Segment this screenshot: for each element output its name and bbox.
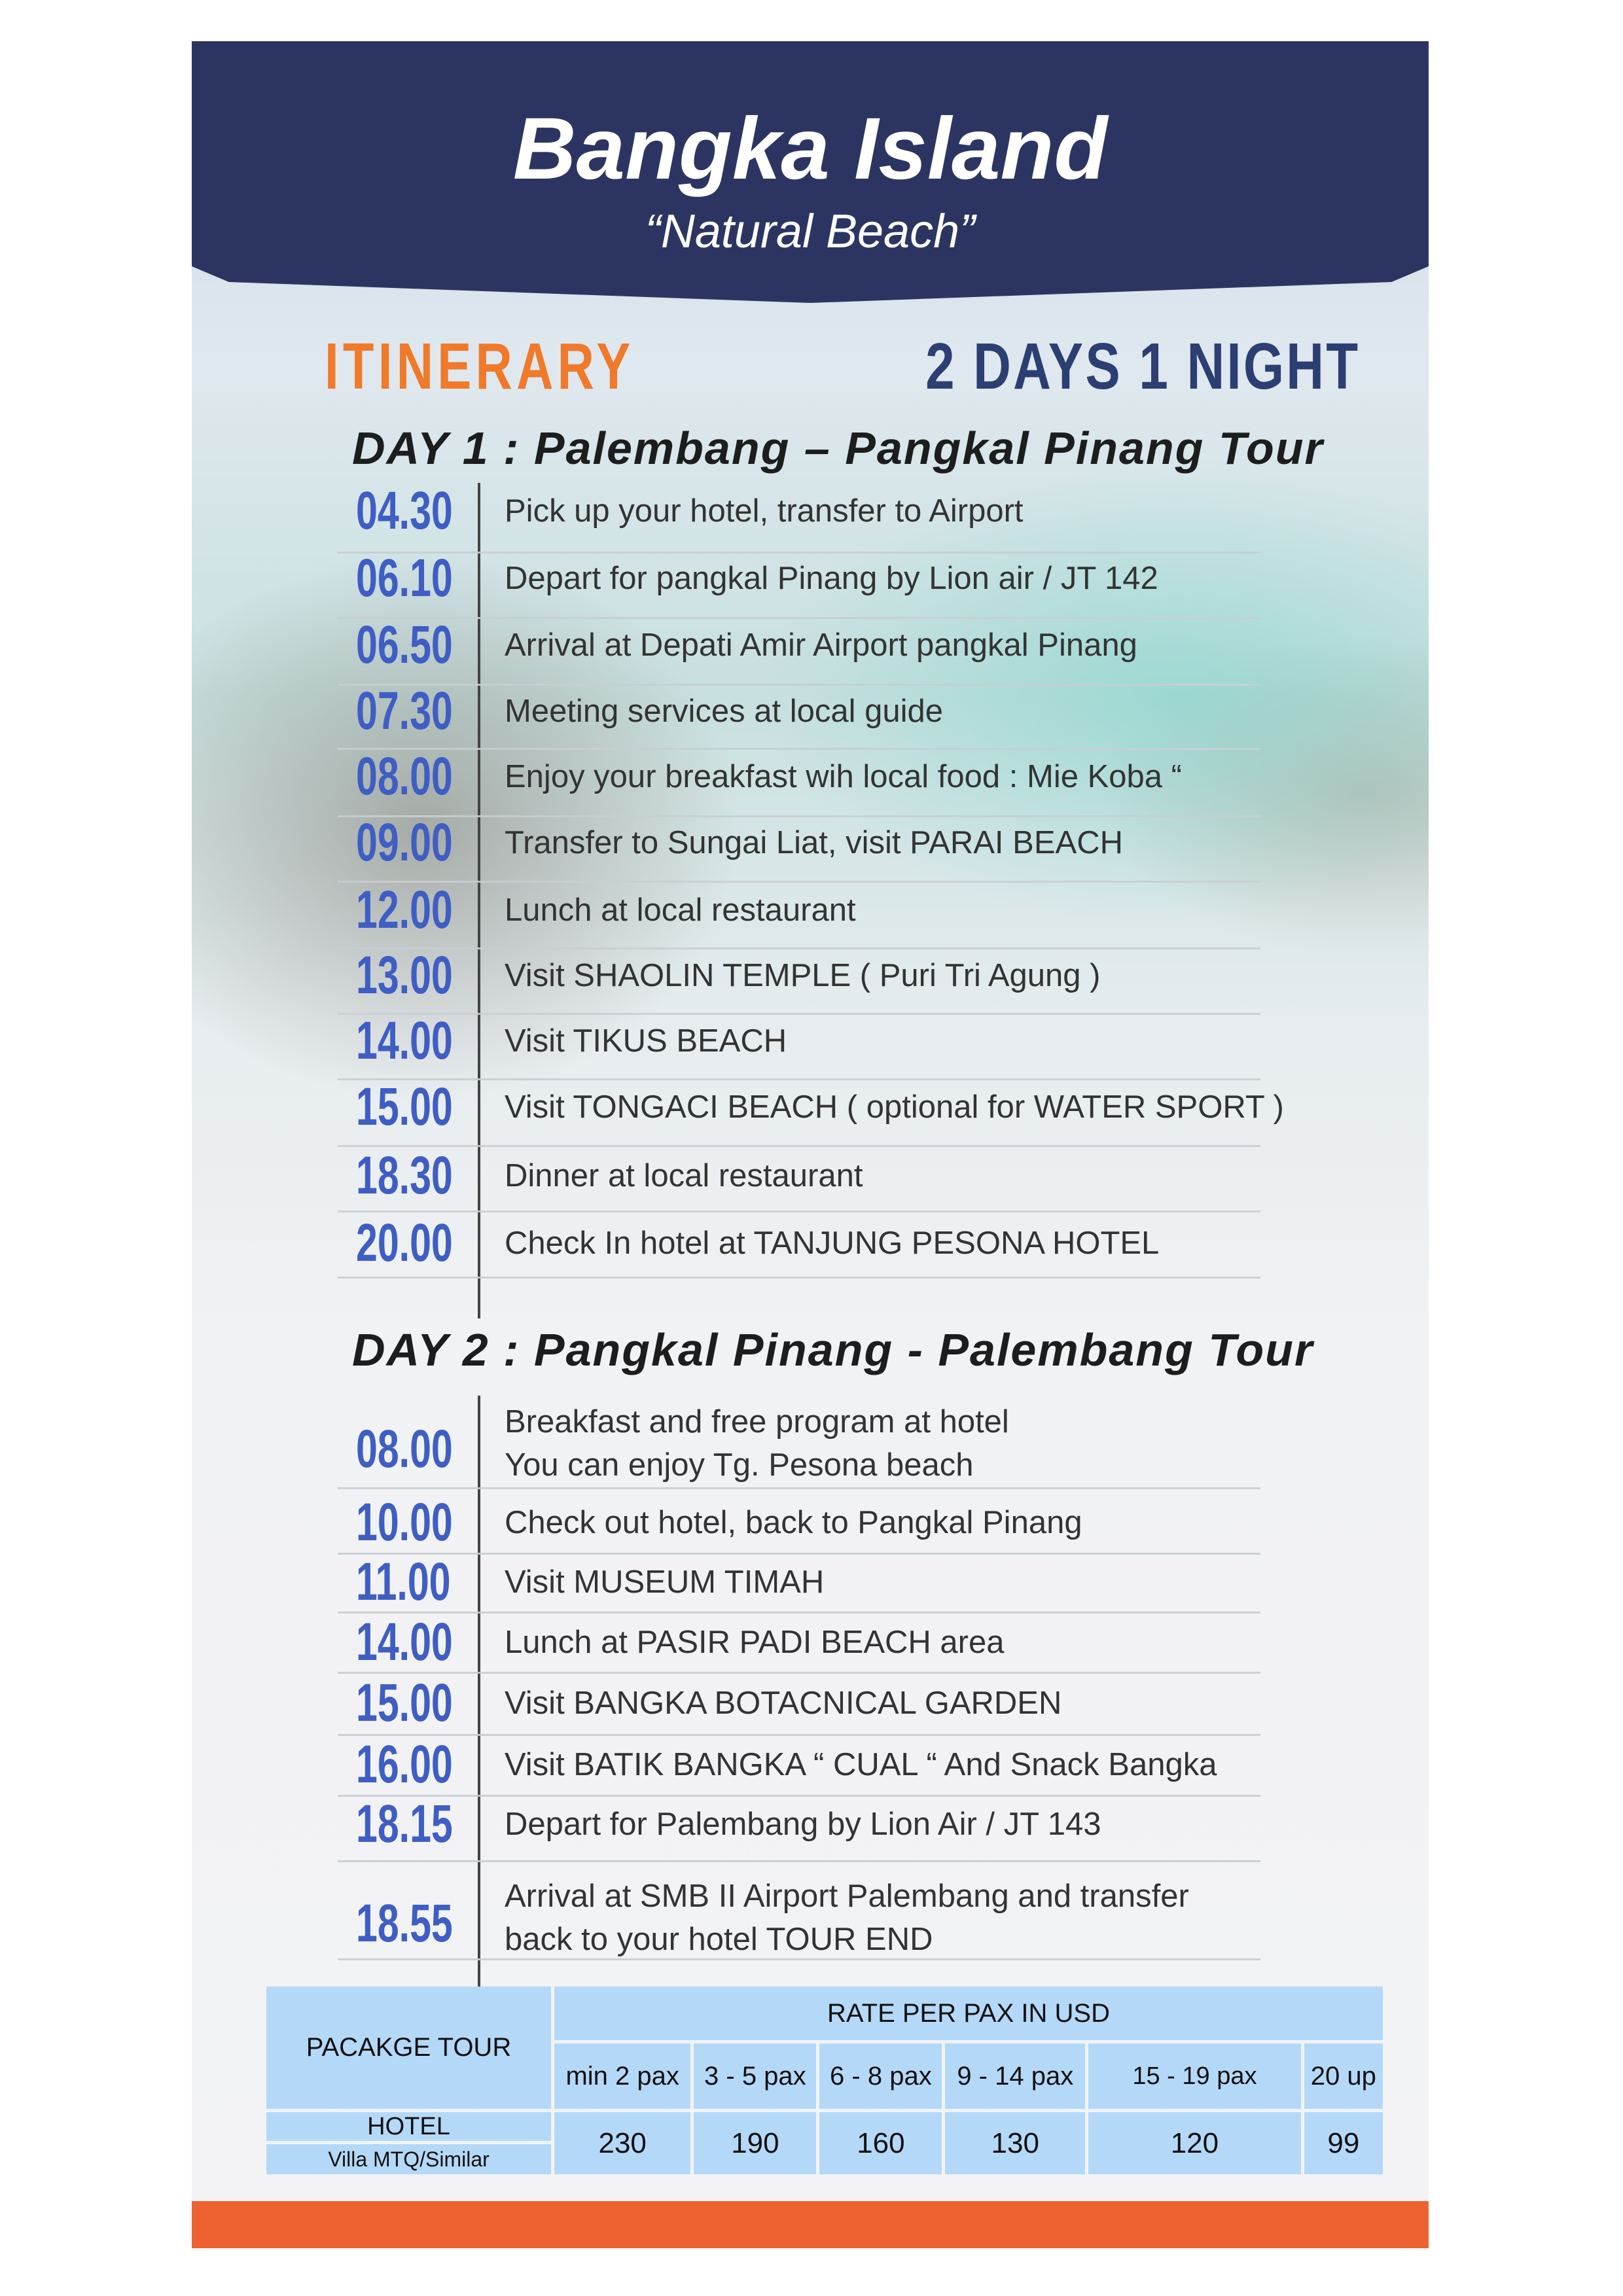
schedule-time: 18.15 xyxy=(356,1794,453,1854)
price-cell: 99 xyxy=(1304,2112,1383,2174)
schedule-time: 15.00 xyxy=(356,1673,453,1733)
row-divider xyxy=(338,1078,1260,1080)
schedule-time: 08.00 xyxy=(356,747,453,806)
row-divider xyxy=(338,1958,1260,1960)
schedule-description: Visit BANGKA BOTACNICAL GARDEN xyxy=(505,1686,1062,1721)
row-divider xyxy=(338,947,1260,949)
schedule-description: Meeting services at local guide xyxy=(505,694,944,729)
row-divider xyxy=(338,1672,1260,1674)
row-divider xyxy=(338,684,1260,686)
itinerary-label: ITINERARY xyxy=(325,330,635,403)
rate-table xyxy=(263,1983,1386,2178)
row-divider xyxy=(338,552,1260,554)
footer-bar xyxy=(192,2201,1429,2248)
pax-group-header: 15 - 19 pax xyxy=(1088,2043,1301,2109)
row-divider xyxy=(338,1145,1260,1147)
schedule-description: Dinner at local restaurant xyxy=(505,1158,863,1193)
schedule-description: Visit TONGACI BEACH ( optional for WATER SPORT ) xyxy=(505,1089,1284,1125)
schedule-description: Enjoy your breakfast wih local food : Mie Koba “ xyxy=(505,759,1182,794)
day1-heading: DAY 1 : Palembang – Pangkal Pinang Tour xyxy=(352,423,1324,474)
schedule-time: 09.00 xyxy=(356,813,453,872)
schedule-description: Arrival at Depati Amir Airport pangkal Pinang xyxy=(505,627,1137,663)
row-divider xyxy=(338,815,1260,817)
row-divider xyxy=(338,881,1260,883)
hotel-label: HOTEL xyxy=(266,2112,551,2141)
schedule-time: 14.00 xyxy=(356,1612,453,1672)
schedule-description: Depart for pangkal Pinang by Lion air / JT 142 xyxy=(505,561,1158,596)
row-divider xyxy=(338,1553,1260,1555)
price-cell: 130 xyxy=(945,2112,1085,2174)
row-divider xyxy=(338,1734,1260,1736)
price-cell: 160 xyxy=(819,2112,942,2174)
row-divider xyxy=(338,617,1260,619)
schedule-time: 16.00 xyxy=(356,1735,453,1794)
price-cell: 120 xyxy=(1088,2112,1301,2174)
row-divider xyxy=(338,1013,1260,1015)
schedule-time: 13.00 xyxy=(356,945,453,1005)
day2-timeline-line xyxy=(478,1396,480,1998)
rate-header: RATE PER PAX IN USD xyxy=(554,1987,1383,2040)
schedule-description: Depart for Palembang by Lion Air / JT 143 xyxy=(505,1807,1101,1842)
schedule-description: Visit MUSEUM TIMAH xyxy=(505,1564,825,1600)
schedule-time: 07.30 xyxy=(356,681,453,741)
row-divider xyxy=(338,1277,1260,1279)
schedule-time: 18.55 xyxy=(356,1894,453,1953)
schedule-description: Arrival at SMB II Airport Palembang and transfer xyxy=(505,1879,1189,1914)
price-cell: 190 xyxy=(694,2112,816,2174)
pax-group-header: min 2 pax xyxy=(554,2043,690,2109)
page-title: Bangka Island xyxy=(512,100,1108,198)
schedule-time: 10.00 xyxy=(356,1492,453,1552)
schedule-description: Lunch at PASIR PADI BEACH area xyxy=(505,1625,1005,1660)
schedule-description-line2: You can enjoy Tg. Pesona beach xyxy=(505,1447,974,1483)
schedule-time: 08.00 xyxy=(356,1419,453,1479)
schedule-time: 04.30 xyxy=(356,481,453,540)
day1-timeline-line xyxy=(478,483,480,1318)
package-tour-header: PACAKGE TOUR xyxy=(266,1987,551,2109)
row-divider xyxy=(338,1487,1260,1489)
itinerary-page xyxy=(192,41,1429,2248)
page-subtitle: “Natural Beach” xyxy=(645,205,976,258)
schedule-description: Check In hotel at TANJUNG PESONA HOTEL xyxy=(505,1226,1160,1261)
schedule-time: 20.00 xyxy=(356,1213,453,1273)
row-divider xyxy=(338,1210,1260,1212)
schedule-time: 12.00 xyxy=(356,880,453,940)
schedule-description: Visit SHAOLIN TEMPLE ( Puri Tri Agung ) xyxy=(505,958,1101,993)
schedule-time: 11.00 xyxy=(356,1552,451,1612)
schedule-description: Check out hotel, back to Pangkal Pinang xyxy=(505,1505,1082,1540)
schedule-time: 06.50 xyxy=(356,615,453,675)
schedule-description: Transfer to Sungai Liat, visit PARAI BEACH xyxy=(505,825,1123,860)
schedule-description: Lunch at local restaurant xyxy=(505,892,856,928)
pax-group-header: 20 up xyxy=(1304,2043,1383,2109)
duration-label: 2 DAYS 1 NIGHT xyxy=(925,330,1360,403)
schedule-description: Breakfast and free program at hotel xyxy=(505,1404,1009,1439)
schedule-time: 06.10 xyxy=(356,548,453,608)
schedule-description: Pick up your hotel, transfer to Airport xyxy=(505,493,1024,529)
schedule-description-line2: back to your hotel TOUR END xyxy=(505,1922,933,1957)
row-divider xyxy=(338,1795,1260,1797)
row-divider xyxy=(338,748,1260,750)
schedule-time: 14.00 xyxy=(356,1011,453,1070)
schedule-time: 15.00 xyxy=(356,1077,453,1137)
schedule-description: Visit TIKUS BEACH xyxy=(505,1023,787,1059)
day2-heading: DAY 2 : Pangkal Pinang - Palembang Tour xyxy=(352,1324,1314,1375)
pax-group-header: 9 - 14 pax xyxy=(945,2043,1085,2109)
pax-group-header: 6 - 8 pax xyxy=(819,2043,942,2109)
pax-group-header: 3 - 5 pax xyxy=(694,2043,816,2109)
hotel-name: Villa MTQ/Similar xyxy=(266,2144,551,2174)
row-divider xyxy=(338,1860,1260,1862)
price-cell: 230 xyxy=(554,2112,690,2174)
schedule-description: Visit BATIK BANGKA “ CUAL “ And Snack Bangka xyxy=(505,1747,1217,1782)
schedule-time: 18.30 xyxy=(356,1146,453,1205)
row-divider xyxy=(338,1612,1260,1614)
